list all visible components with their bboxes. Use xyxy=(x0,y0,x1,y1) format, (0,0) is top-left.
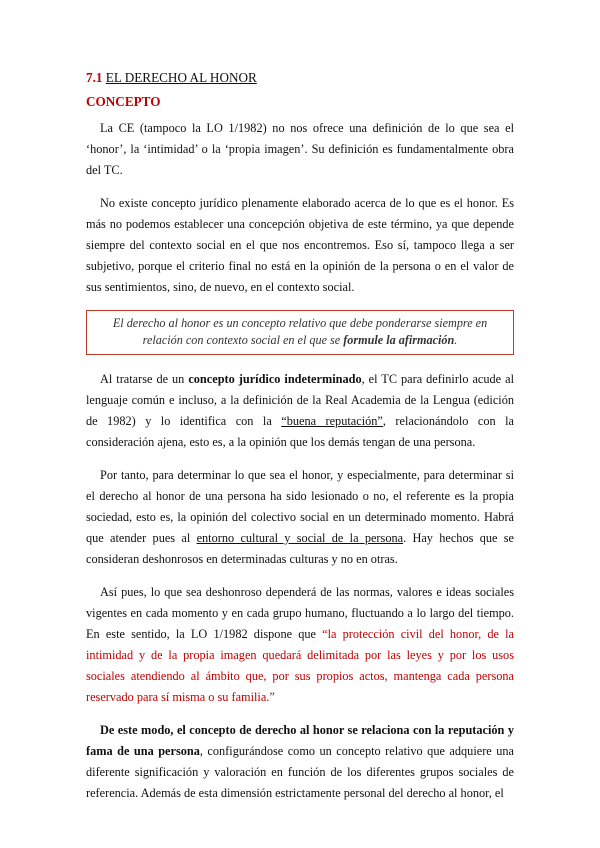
p3-underline: “buena reputación” xyxy=(281,414,383,428)
p3-bold: concepto jurídico indeterminado xyxy=(188,372,362,386)
callout-end: . xyxy=(454,333,458,347)
p4-text-c: . Hay hechos que se consideran deshonrosos en determinadas culturas y no en otras. xyxy=(86,531,514,566)
p5-legal-quote: “la protección civil del honor, de la intimidad y de la propia imagen quedará delimitada por las leyes y por los usos sociales atendiendo al ámbito que, por sus propios actos, mantenga cada persona reservado para sí misma o su familia.” xyxy=(86,627,514,704)
section-heading xyxy=(86,68,514,87)
paragraph-6 xyxy=(86,720,514,804)
p6-bold: De este modo, el concepto de derecho al honor se relaciona con la reputación y fama de una persona xyxy=(86,723,514,758)
section-title: EL DERECHO AL HONOR xyxy=(105,70,257,85)
document-body xyxy=(86,68,514,804)
callout-emphasis: formule la afirmación xyxy=(343,333,455,347)
p4-underline: entorno cultural y social de la persona xyxy=(196,531,404,545)
callout-box xyxy=(86,310,514,355)
p5-text-a: Así pues, lo que sea deshonroso dependerá de las normas, valores e ideas sociales vigentes en cada momento y en cada grupo humano, fluctuando a lo largo del tiempo. En este sentido, la LO 1/1982 dispone que xyxy=(86,585,514,641)
paragraph-5 xyxy=(86,582,514,708)
paragraph-4 xyxy=(86,465,514,570)
callout-text: El derecho al honor es un concepto relativo que debe ponderarse siempre en relación con contexto social en el que se xyxy=(112,316,488,347)
p3-text-e: , relacionándolo con la consideración ajena, esto es, a la opinión que los demás tengan de una persona. xyxy=(86,414,514,449)
p6-text-b: , configurándose como un concepto relativo que adquiere una diferente significación y valoración en función de los diferentes grupos sociales de referencia. Además de esta dimensión estrictamente personal del derecho al honor, el xyxy=(86,744,514,800)
paragraph-3 xyxy=(86,369,514,453)
p3-text-a: Al tratarse de un xyxy=(100,372,189,386)
section-number: 7.1 xyxy=(86,70,103,85)
paragraph-1: La CE (tampoco la LO 1/1982) no nos ofrece una definición de lo que sea el ‘honor’, la ‘intimidad’ o la ‘propia imagen’. Su definición es fundamentalmente obra del TC. xyxy=(86,121,514,177)
p3-text-c: , el TC para definirlo acude al lenguaje común e incluso, a la definición de la Real Academia de la Lengua (edición de 1982) y lo identifica con la xyxy=(86,372,514,428)
subheading: CONCEPTO xyxy=(86,94,161,109)
p4-text-a: Por tanto, para determinar lo que sea el honor, y especialmente, para determinar si el derecho al honor de una persona ha sido lesionado o no, el referente es la propia sociedad, esto es, la opinión del colectivo social en un determinado momento. Habrá que atender pues al xyxy=(86,468,514,545)
paragraph-2: No existe concepto jurídico plenamente elaborado acerca de lo que es el honor. Es más no podemos establecer una concepción objetiva de este término, ya que depende siempre del contexto social en el que nos encontremos. Eso sí, tampoco llega a ser subjetivo, porque el criterio final no está en la opinión de la persona o en el valor de sus sentimientos, sino, de nuevo, en el contexto social. xyxy=(86,196,514,294)
